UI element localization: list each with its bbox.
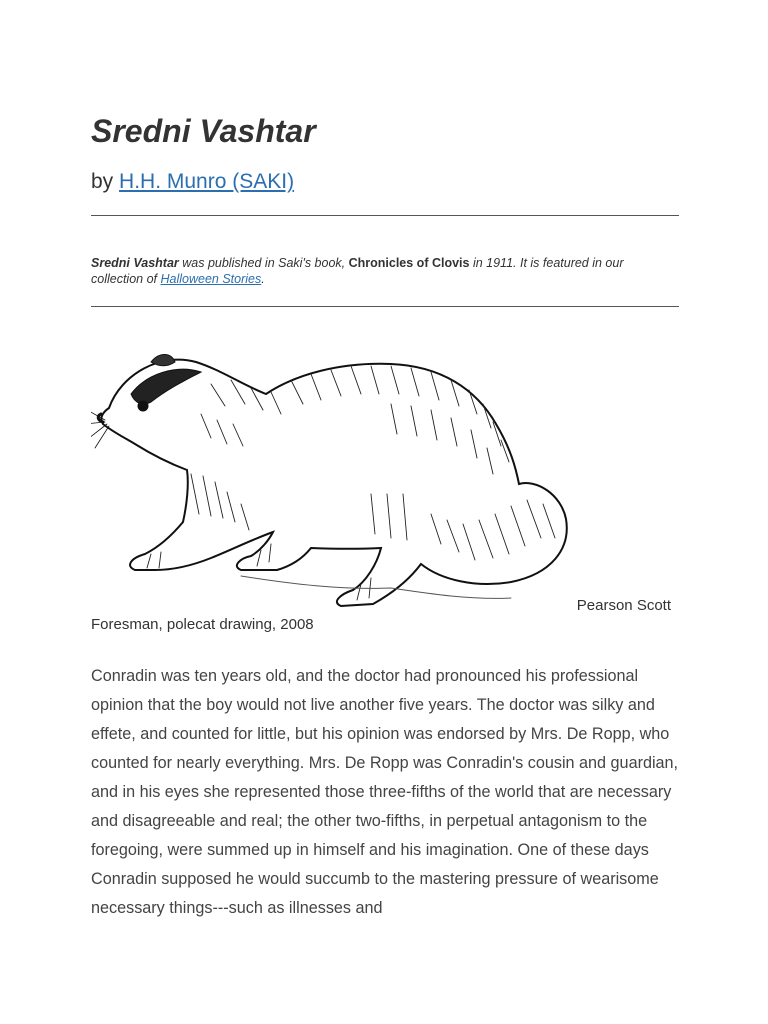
- polecat-ground-shadow: [241, 576, 511, 598]
- intro-note: [91, 255, 679, 287]
- intro-text-2: in 1911. It is featured in our collection of: [91, 256, 624, 286]
- caption-credit-line-2: Foresman, polecat drawing, 2008: [91, 616, 314, 633]
- caption-credit-line-1: Pearson Scott: [576, 597, 671, 614]
- intro-text-1: was published in Saki's book,: [178, 256, 349, 270]
- polecat-mask: [131, 369, 201, 404]
- byline-prefix: by: [91, 170, 114, 193]
- story-paragraph: Conradin was ten years old, and the doctor had pronounced his professional opinion that the boy would not live another five years. The doctor was silky and effete, and counted for little, but his opinion was endorsed by Mrs. De Ropp, who counted for nearly everything. Mrs. De Ropp was Conradin's cousin and guardian, and in his eyes she represented those three-fifths of the world that are necessary and disagreeable and real; the other two-fifths, in perpetual antagonism to the foregoing, were summed up in himself and his imagination. One of these days Conradin supposed he would succumb to the mastering pressure of wearisome necessary things---such as illnesses and: [91, 667, 679, 917]
- story-title: Sredni Vashtar: [91, 113, 316, 149]
- intro-text-3: .: [261, 272, 265, 286]
- intro-book-title: Chronicles of Clovis: [348, 256, 470, 270]
- polecat-ear: [151, 355, 175, 366]
- author-link[interactable]: H.H. Munro (SAKI): [119, 170, 295, 193]
- polecat-body-outline: [101, 360, 566, 606]
- halloween-stories-link[interactable]: Halloween Stories: [160, 272, 262, 286]
- byline: [91, 170, 294, 194]
- divider-top: [91, 215, 679, 216]
- polecat-fur-hatching: [147, 366, 555, 600]
- polecat-eye: [138, 401, 148, 411]
- intro-story-title: Sredni Vashtar: [91, 256, 179, 270]
- polecat-illustration: [91, 344, 571, 612]
- divider-bottom: [91, 306, 679, 307]
